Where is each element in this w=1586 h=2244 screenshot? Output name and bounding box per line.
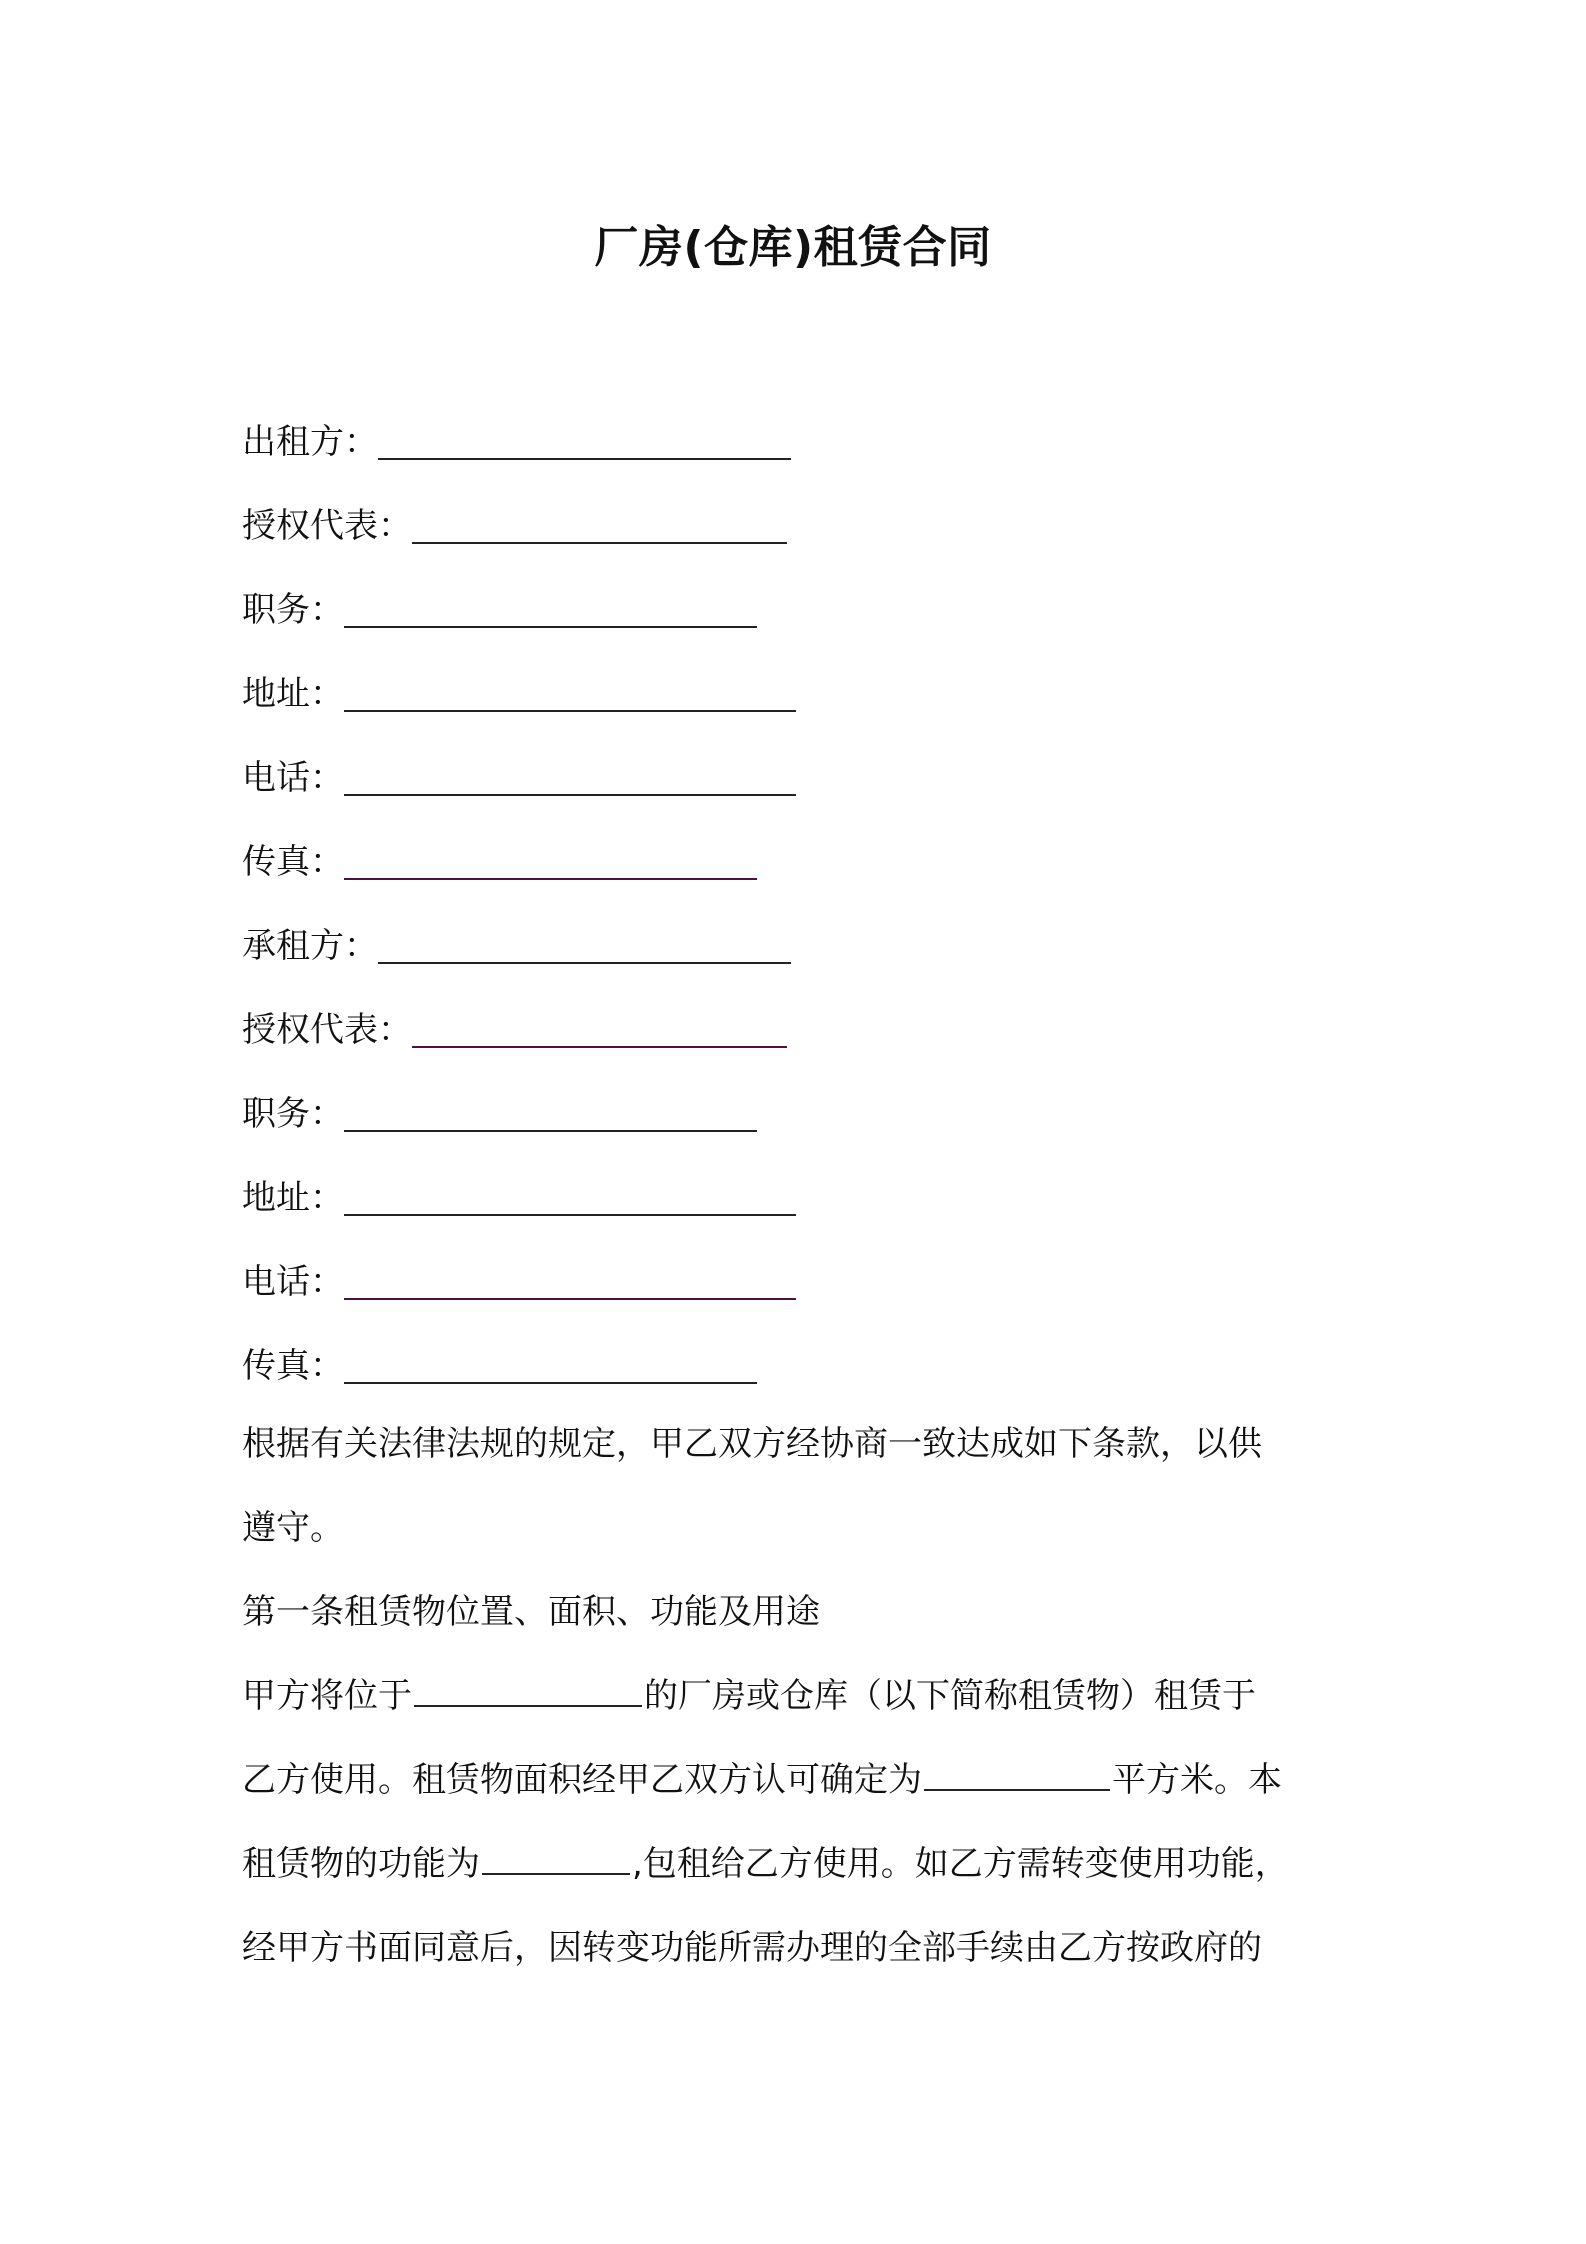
article-1-heading: 第一条租赁物位置、面积、功能及用途 [242, 1592, 820, 1632]
article-1-l1-text-b: 的厂房或仓库（以下简称租赁物）租赁于 [644, 1676, 1256, 1716]
lessee-phone-blank[interactable] [344, 1294, 796, 1300]
lessee-position-field [242, 1082, 757, 1142]
area-blank[interactable] [924, 1759, 1110, 1791]
lessor-address-field [242, 662, 796, 722]
lessee-name-field [242, 914, 791, 974]
preamble-line-1: 根据有关法律法规的规定，甲乙双方经协商一致达成如下条款，以供 [242, 1424, 1262, 1464]
article-1-line-3 [242, 1822, 1362, 1906]
lessor-name-field [242, 410, 791, 470]
lessee-rep-label: 授权代表： [242, 1010, 412, 1050]
article-1-l2-text-a: 乙方使用。租赁物面积经甲乙双方认可确定为 [242, 1760, 922, 1800]
lessee-phone-label: 电话： [242, 1262, 344, 1302]
article-1-l2-text-b: 平方米。本 [1112, 1760, 1282, 1800]
lessee-rep-field [242, 998, 787, 1058]
lessor-fax-field [242, 830, 757, 890]
article-1-l3-text-b: ,包租给乙方使用。如乙方需转变使用功能， [632, 1844, 1289, 1884]
article-1-l3-text-a: 租赁物的功能为 [242, 1844, 480, 1884]
lessor-position-field [242, 578, 757, 638]
lessor-rep-label: 授权代表： [242, 506, 412, 546]
article-1-l1-text-a: 甲方将位于 [242, 1676, 412, 1716]
lessee-name-label: 承租方： [242, 926, 378, 966]
lessor-fax-blank[interactable] [344, 874, 757, 880]
lessee-address-label: 地址： [242, 1178, 344, 1218]
lessee-fax-label: 传真： [242, 1346, 344, 1386]
lessor-position-label: 职务： [242, 590, 344, 630]
lessor-name-label: 出租方： [242, 422, 378, 462]
lessor-fax-label: 传真： [242, 842, 344, 882]
lessee-address-field [242, 1166, 796, 1226]
lessor-phone-blank[interactable] [344, 790, 796, 796]
lessee-position-blank[interactable] [344, 1126, 757, 1132]
lessee-rep-blank[interactable] [412, 1042, 787, 1048]
lessor-address-blank[interactable] [344, 706, 796, 712]
lessor-address-label: 地址： [242, 674, 344, 714]
function-blank[interactable] [482, 1843, 630, 1875]
location-blank[interactable] [414, 1675, 642, 1707]
lessor-position-blank[interactable] [344, 622, 757, 628]
lessor-phone-field [242, 746, 796, 806]
lessor-rep-field [242, 494, 787, 554]
lessee-position-label: 职务： [242, 1094, 344, 1134]
article-1-line-1 [242, 1654, 1362, 1738]
article-1-line-4: 经甲方书面同意后，因转变功能所需办理的全部手续由乙方按政府的 [242, 1928, 1262, 1968]
preamble-line-2: 遵守。 [242, 1508, 344, 1548]
article-1-line-2 [242, 1738, 1362, 1822]
lessee-fax-blank[interactable] [344, 1378, 757, 1384]
lessee-address-blank[interactable] [344, 1210, 796, 1216]
document-title: 厂房(仓库)租赁合同 [594, 222, 992, 273]
lessee-fax-field [242, 1334, 757, 1394]
lessor-name-blank[interactable] [378, 454, 791, 460]
lessor-phone-label: 电话： [242, 758, 344, 798]
lessee-name-blank[interactable] [378, 958, 791, 964]
lessor-rep-blank[interactable] [412, 538, 787, 544]
lessee-phone-field [242, 1250, 796, 1310]
